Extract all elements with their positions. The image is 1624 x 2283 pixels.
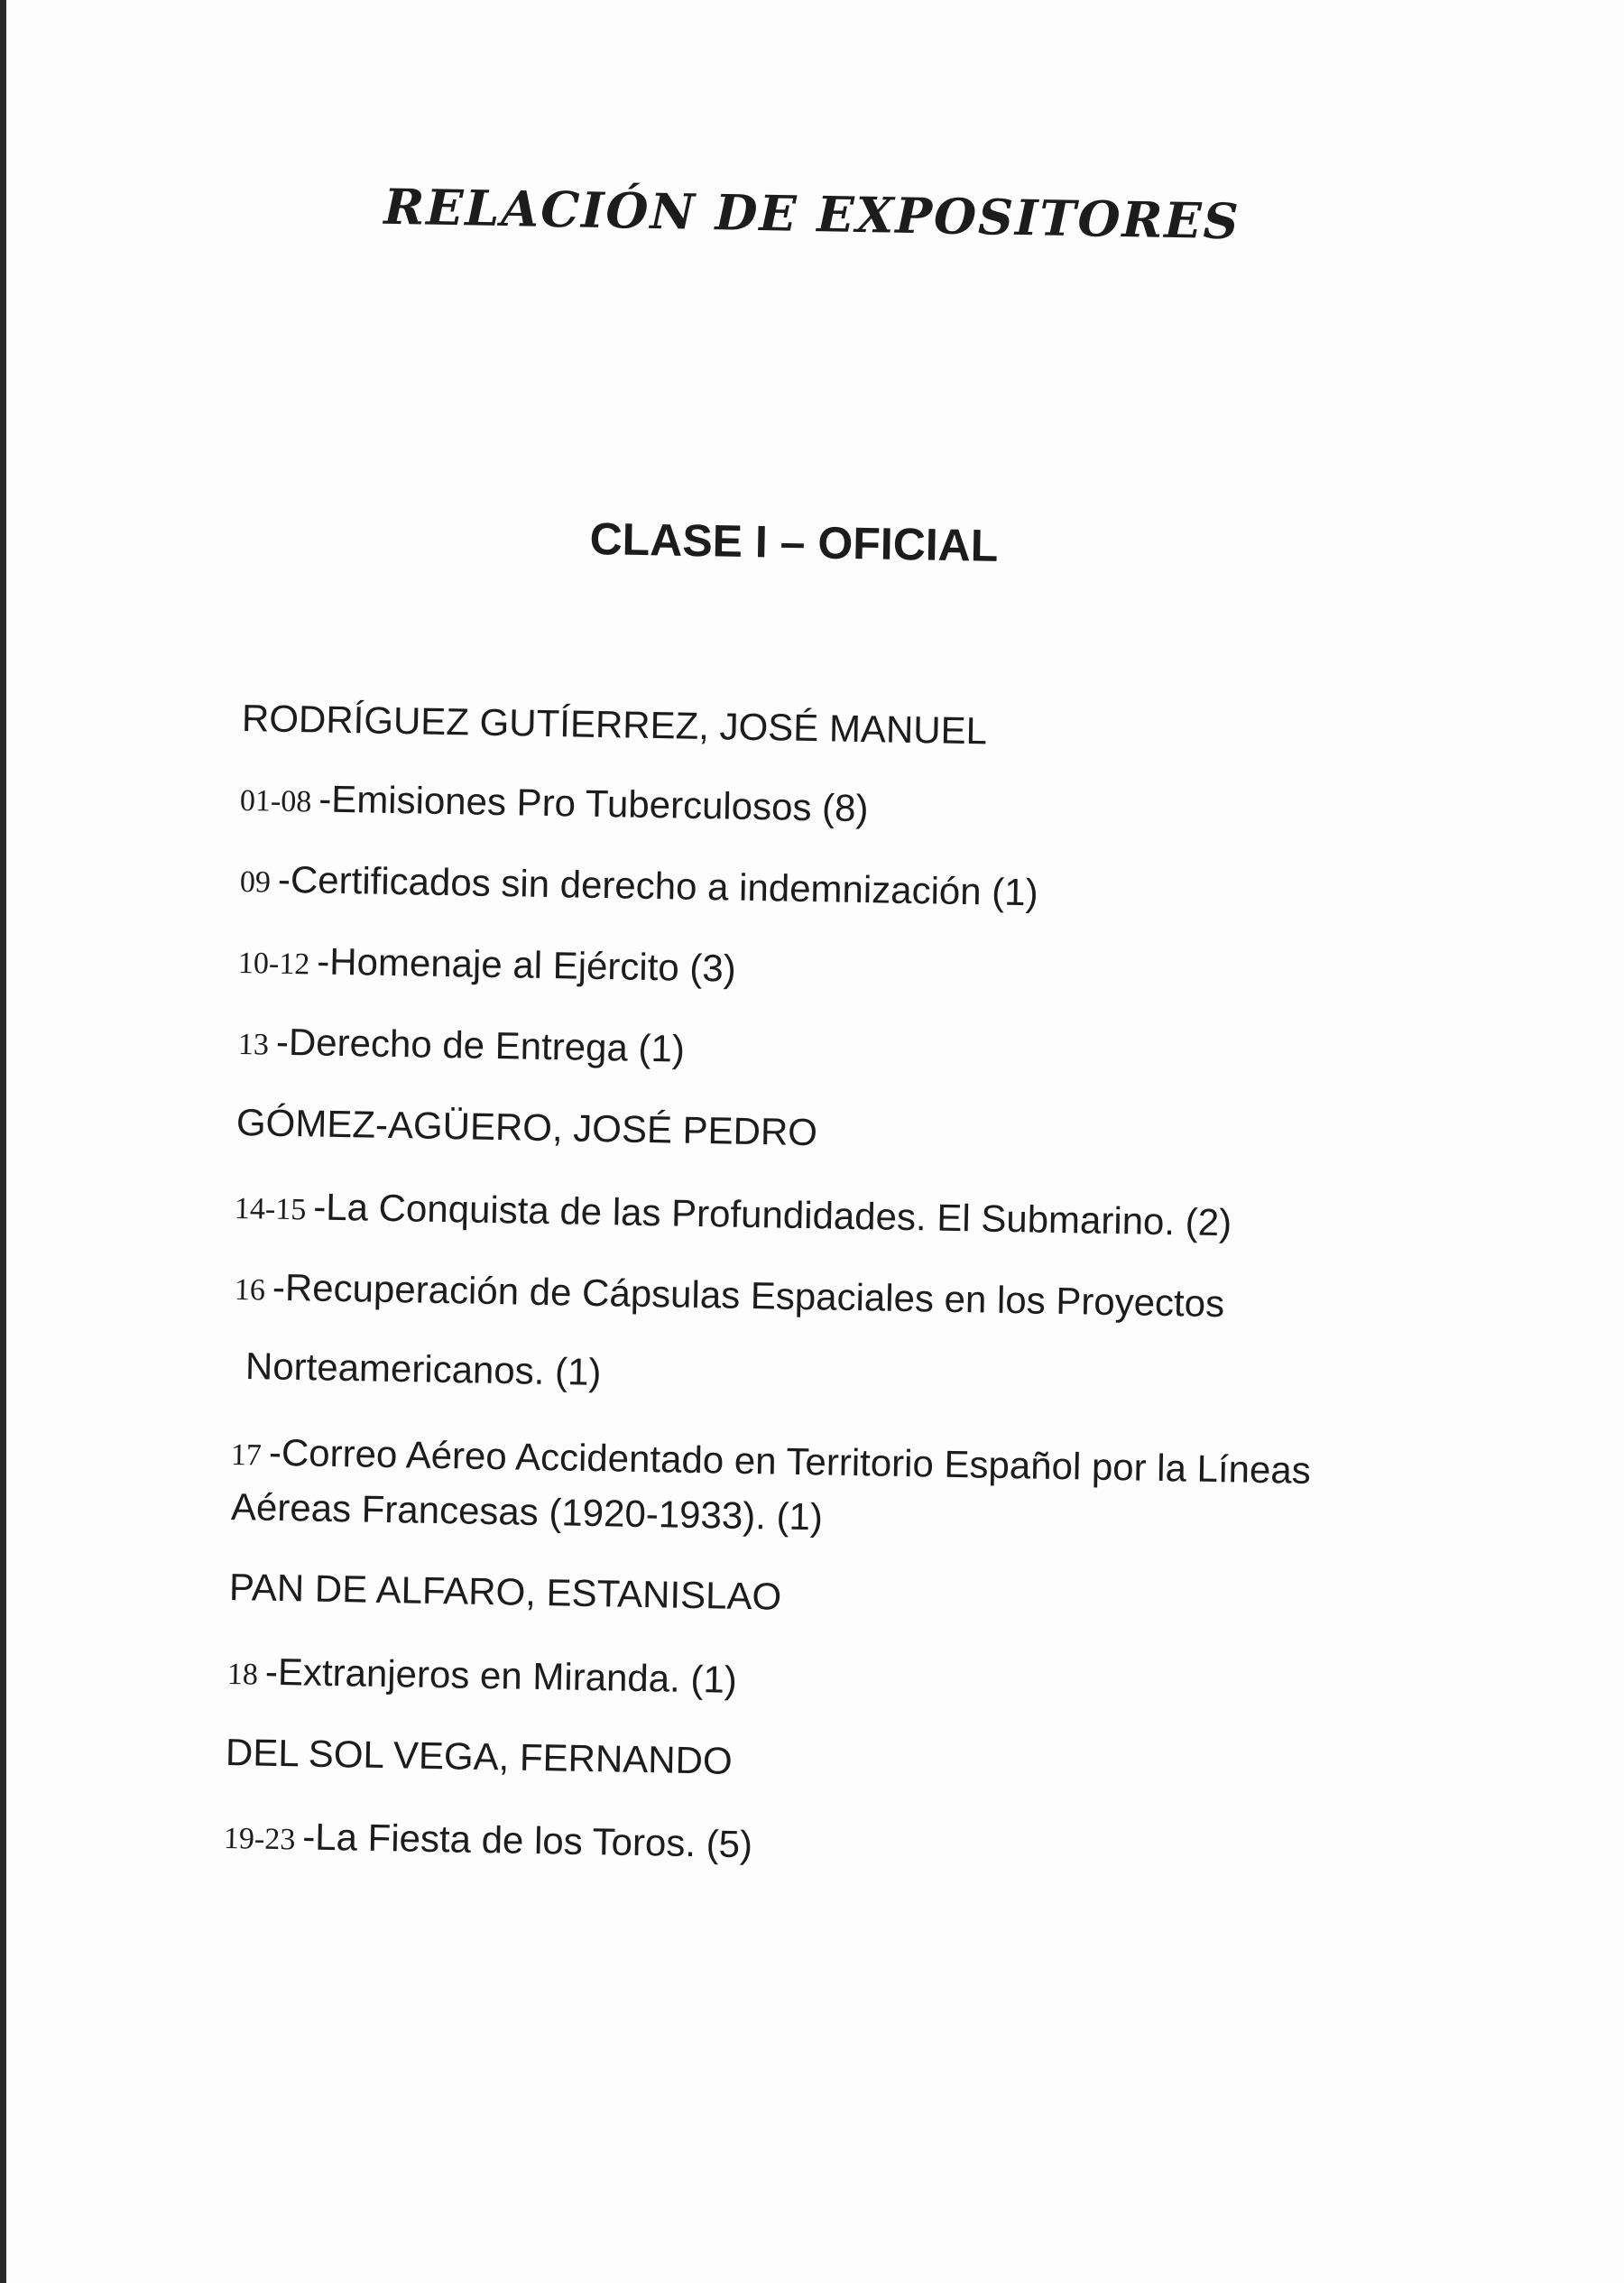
list-item <box>238 1020 686 1071</box>
item-text: -Emisiones Pro Tuberculosos (8) <box>318 777 869 830</box>
exhibitor-name: GÓMEZ-AGÜERO, JOSÉ PEDRO <box>235 1101 818 1154</box>
item-code: 17 <box>230 1438 263 1473</box>
item-code: 13 <box>237 1028 270 1062</box>
item-code: 14-15 <box>234 1192 307 1227</box>
list-item <box>240 776 869 830</box>
exhibitor-name: DEL SOL VEGA, FERNANDO <box>225 1731 734 1782</box>
list-item <box>227 1650 738 1702</box>
item-text: -La Fiesta de los Toros. (5) <box>301 1815 753 1866</box>
list-item <box>231 1430 1312 1493</box>
item-code: 16 <box>234 1273 266 1308</box>
item-code: 19-23 <box>223 1822 296 1857</box>
exhibitor-name: RODRÍGUEZ GUTÍERREZ, JOSÉ MANUEL <box>241 697 988 753</box>
list-item <box>240 857 1038 914</box>
item-text: -Derecho de Entrega (1) <box>275 1020 686 1070</box>
exhibitor-name: PAN DE ALFARO, ESTANISLAO <box>228 1566 782 1618</box>
item-text: -La Conquista de las Profundidades. El Submarino. (2) <box>312 1185 1232 1244</box>
section-heading: CLASE I – OFICIAL <box>589 513 999 571</box>
list-item-continuation: Norteamericanos. (1) <box>245 1345 602 1393</box>
item-text: -Correo Aéreo Accidentado en Territorio Español por la Líneas <box>268 1430 1312 1492</box>
list-item <box>235 1265 1225 1326</box>
item-text: -Certificados sin derecho a indemnización (1) <box>277 857 1039 914</box>
page-title: RELACIÓN DE EXPOSITORES <box>383 177 1241 251</box>
item-code: 01-08 <box>239 784 312 819</box>
list-item-continuation: Aéreas Francesas (1920-1933). (1) <box>230 1485 824 1539</box>
item-text: -Homenaje al Ejército (3) <box>316 939 737 990</box>
item-code: 10-12 <box>237 947 310 982</box>
item-code: 18 <box>226 1658 259 1692</box>
item-code: 09 <box>239 865 272 900</box>
item-text: -Recuperación de Cápsulas Espaciales en los Proyectos <box>272 1265 1225 1326</box>
list-item <box>238 938 737 991</box>
list-item <box>224 1814 753 1866</box>
list-item <box>235 1184 1232 1244</box>
item-text: -Extranjeros en Miranda. (1) <box>264 1650 738 1701</box>
